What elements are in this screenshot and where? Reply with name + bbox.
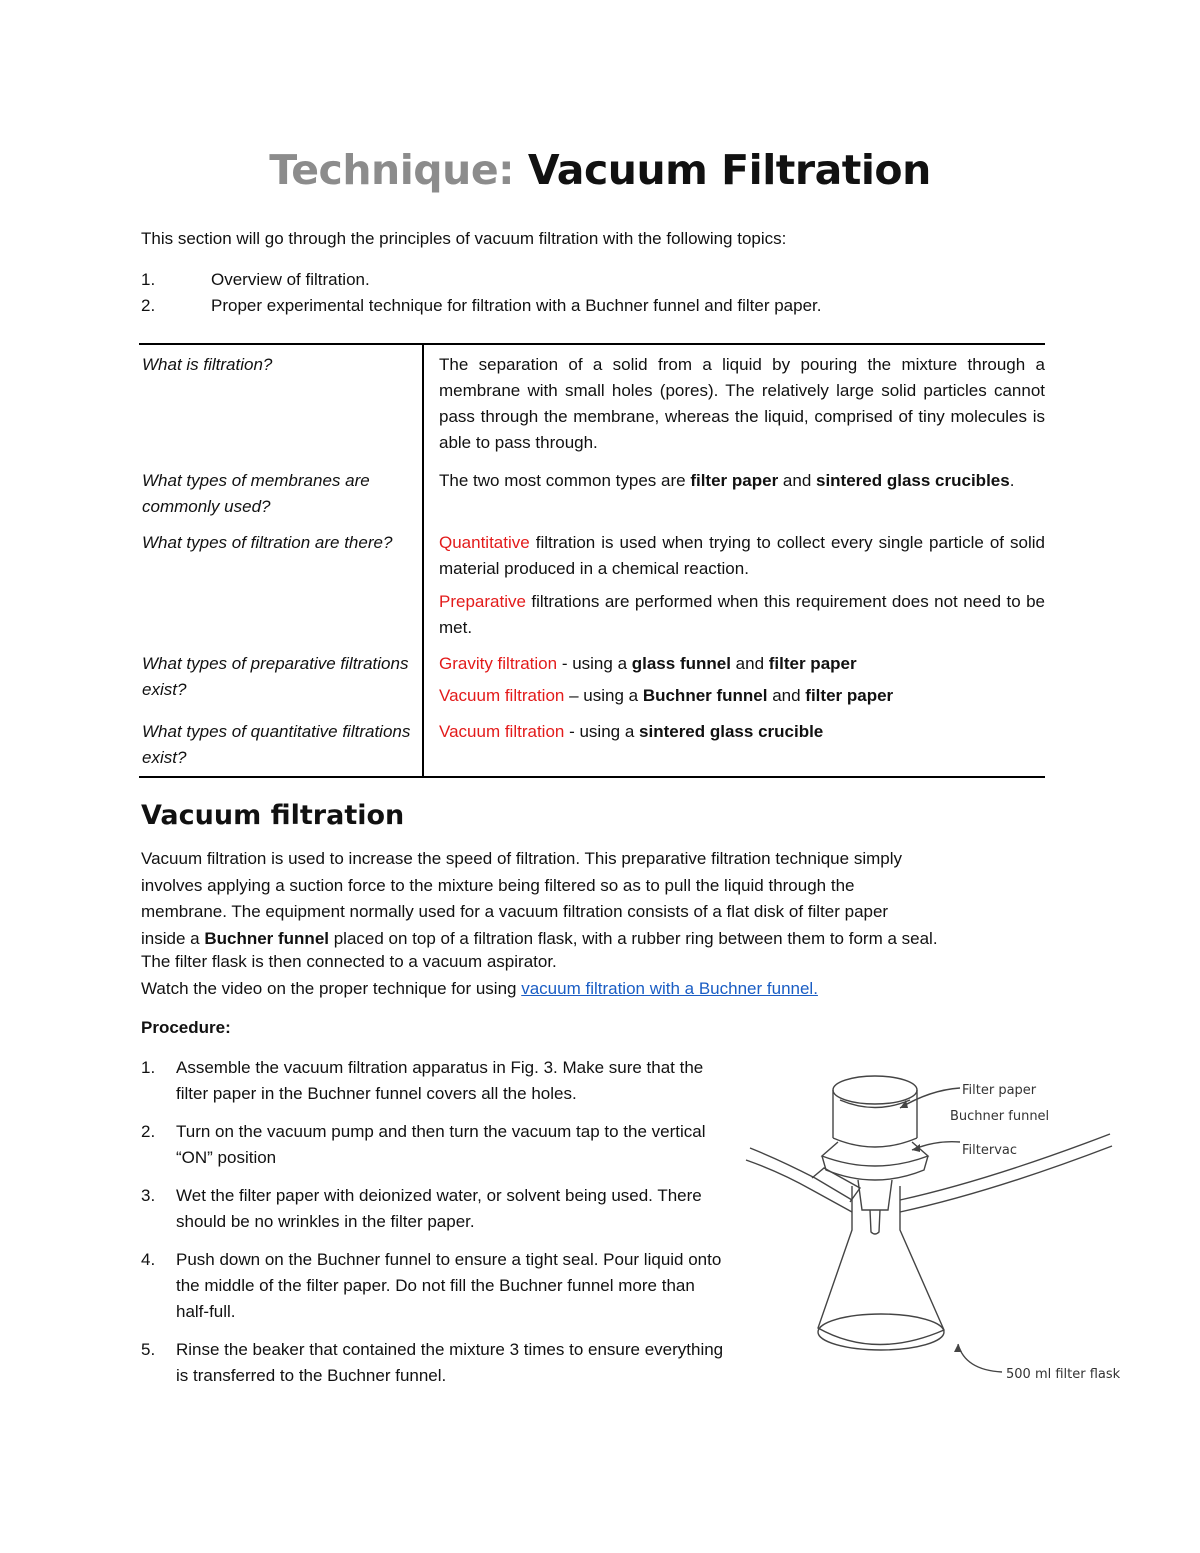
procedure-steps xyxy=(141,1055,731,1401)
title-lead: Technique: xyxy=(269,146,515,194)
procedure-heading: Procedure: xyxy=(141,1018,231,1037)
answer-1: The separation of a solid from a liquid by pouring the mixture through a membrane with small holes (pores). The relatively large solid particles cannot pass through the membrane, whereas the liquid, comprised of tiny molecules is able to pass through. xyxy=(439,355,1045,452)
topic-text: Proper experimental technique for filtration with a Buchner funnel and filter paper. xyxy=(211,296,822,315)
question-3: What types of filtration are there? xyxy=(142,533,393,552)
list-item xyxy=(141,296,821,322)
answer-4b: Vacuum filtration – using a Buchner funnel and filter paper xyxy=(439,686,894,705)
list-item xyxy=(141,270,821,296)
answer-3b: Preparative filtrations are performed when this requirement does not need to be met. xyxy=(439,592,1045,637)
answer-5: Vacuum filtration - using a sintered glass crucible xyxy=(439,722,824,741)
answer-4a: Gravity filtration - using a glass funnel and filter paper xyxy=(439,654,857,673)
answer-2: The two most common types are filter paper and sintered glass crucibles. xyxy=(439,471,1015,490)
topic-number: 2. xyxy=(141,296,156,315)
question-1: What is filtration? xyxy=(142,355,273,374)
list-item: 5. Rinse the beaker that contained the mixture 3 times to ensure everything is transferred to the Buchner funnel. xyxy=(141,1340,724,1385)
list-item: 1. Assemble the vacuum filtration apparatus in Fig. 3. Make sure that the filter paper in the Buchner funnel covers all the holes. xyxy=(141,1058,704,1103)
section-paragraph: Vacuum filtration is used to increase the speed of filtration. This preparative filtration technique simply involves applying a suction force to the mixture being filtered so as to pull the liquid through the membrane. The equipment normally used for a vacuum filtration consists of a flat disk of filter paper inside a Buchner funnel placed on top of a filtration flask, with a rubber ring between them to form a seal. xyxy=(141,849,938,948)
label-filter-flask: 500 ml filter flask xyxy=(1006,1367,1120,1382)
label-filter-paper: Filter paper xyxy=(962,1083,1037,1098)
section-heading: Vacuum filtration xyxy=(141,800,405,831)
video-link[interactable]: vacuum filtration with a Buchner funnel. xyxy=(521,979,818,998)
topic-text: Overview of filtration. xyxy=(211,270,370,289)
table-bottom-rule xyxy=(139,776,1045,778)
page-title xyxy=(0,146,1200,194)
label-filtervac: Filtervac xyxy=(962,1143,1018,1158)
table-top-rule xyxy=(139,343,1045,345)
list-item: 4. Push down on the Buchner funnel to ensure a tight seal. Pour liquid onto the middle of the filter paper. Do not fill the Buchner funnel more than half-full. xyxy=(141,1250,722,1321)
vacuum-filtration-apparatus-figure xyxy=(740,1060,1120,1390)
question-5: What types of quantitative filtrations exist? xyxy=(142,722,411,767)
question-4: What types of preparative filtrations exist? xyxy=(142,654,409,699)
question-2: What types of membranes are commonly used? xyxy=(142,471,370,516)
topic-number: 1. xyxy=(141,270,156,289)
table-column-divider xyxy=(422,344,424,778)
answer-3a: Quantitative filtration is used when trying to collect every single particle of solid material produced in a chemical reaction. xyxy=(439,533,1045,578)
list-item: 2. Turn on the vacuum pump and then turn the vacuum tap to the vertical “ON” position xyxy=(141,1122,706,1167)
list-item: 3. Wet the filter paper with deionized water, or solvent being used. There should be no wrinkles in the filter paper. xyxy=(141,1186,702,1231)
topic-list xyxy=(141,270,821,322)
video-line: Watch the video on the proper technique for using vacuum filtration with a Buchner funnel. xyxy=(141,979,818,998)
paragraph-last-line: The filter flask is then connected to a vacuum aspirator. xyxy=(141,952,557,971)
title-main: Vacuum Filtration xyxy=(527,146,931,194)
intro-text: This section will go through the principles of vacuum filtration with the following topics: xyxy=(141,229,787,248)
label-buchner-funnel: Buchner funnel xyxy=(950,1109,1050,1124)
